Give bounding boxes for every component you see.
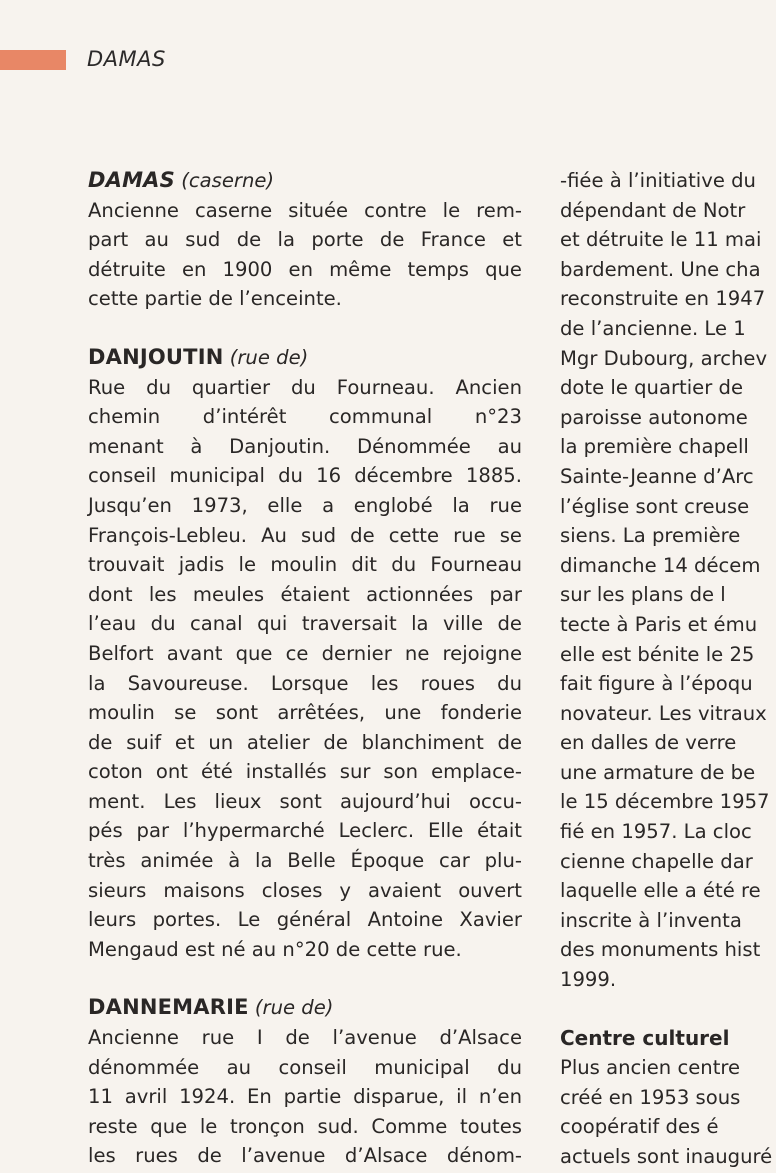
text-line: cette partie de l’enceinte.: [88, 287, 342, 311]
header-accent-bar: [0, 50, 66, 70]
text-line: tecte à Paris et ému: [560, 612, 758, 636]
entry-heading: [88, 993, 522, 1023]
section-subheading: Centre culturel: [560, 1025, 730, 1050]
text-line: part au sud de la porte de France et: [88, 228, 522, 252]
text-line: coopératif des é: [560, 1115, 719, 1139]
text-line: et détruite le 11 mai: [560, 228, 762, 252]
text-line: dépendant de Notr: [560, 198, 746, 222]
text-line: Belfort avant que ce dernier ne rejoigne: [88, 641, 522, 665]
text-line: 1999.: [560, 968, 617, 992]
text-line: dimanche 14 décem: [560, 553, 761, 577]
text-line: novateur. Les vitraux: [560, 701, 767, 725]
entry-headword: DANNEMARIE: [88, 995, 249, 1020]
text-line: de suif et un atelier de blanchiment de: [88, 730, 522, 754]
text-line: actuels sont inauguré: [560, 1145, 773, 1168]
text-line: leurs portes. Le général Antoine Xavier: [88, 908, 522, 932]
text-line: ment. Les lieux sont aujourd’hui occu-: [88, 789, 522, 813]
text-line: le 15 décembre 1957: [560, 790, 770, 814]
text-line: Mgr Dubourg, archev: [560, 346, 768, 370]
text-line: François-Lebleu. Au sud de cette rue se: [88, 523, 522, 547]
text-line: les rues de l’avenue d’Alsace dénom-: [88, 1144, 522, 1168]
text-line: reste que le tronçon sud. Comme toutes: [88, 1114, 522, 1138]
text-line: dénommée au conseil municipal du: [88, 1055, 522, 1079]
text-line: Plus ancien centre: [560, 1056, 741, 1080]
text-line: trouvait jadis le moulin dit du Fourneau: [88, 553, 522, 577]
text-line: bardement. Une cha: [560, 257, 761, 281]
text-line: fié en 1957. La cloc: [560, 820, 752, 844]
text-line: fait figure à l’époqu: [560, 672, 753, 696]
text-line: des monuments hist: [560, 938, 761, 962]
text-line: l’église sont creuse: [560, 494, 750, 518]
text-line: chemin d’intérêt communal n°23: [88, 405, 522, 429]
text-line: 11 avril 1924. En partie disparue, il n’en: [88, 1085, 522, 1109]
entry-qualifier: (caserne): [181, 169, 275, 192]
entry-qualifier: (rue de): [254, 996, 334, 1020]
text-line: Rue du quartier du Fourneau. Ancien: [88, 375, 522, 399]
entry-danjoutin: [88, 343, 522, 964]
entry-qualifier: (rue de): [229, 345, 309, 369]
text-line: elle est bénite le 25: [560, 642, 755, 666]
entry-headword: DAMAS: [88, 168, 175, 192]
entry-dannemarie: [88, 993, 522, 1171]
text-line: dont les meules étaient actionnées par: [88, 582, 522, 606]
text-line: créé en 1953 sous: [560, 1085, 741, 1109]
text-line: Ancienne rue I de l’avenue d’Alsace: [88, 1026, 522, 1050]
running-head: DAMAS: [87, 47, 166, 71]
text-line: paroisse autonome: [560, 405, 748, 429]
text-line: très animée à la Belle Époque car plu-: [88, 849, 522, 873]
text-line: la première chapell: [560, 435, 749, 459]
text-line: sur les plans de l: [560, 583, 726, 607]
text-line: de l’ancienne. Le 1: [560, 316, 746, 340]
text-line: -fiée à l’initiative du: [560, 169, 756, 192]
text-line: pés par l’hypermarché Leclerc. Elle était: [88, 819, 522, 843]
text-line: en dalles de verre: [560, 731, 737, 755]
paragraph-gap: [560, 995, 776, 1024]
text-line: reconstruite en 1947: [560, 287, 766, 311]
left-column: [88, 166, 522, 1171]
text-line: l’eau du canal qui traversait la ville de: [88, 612, 522, 636]
text-line: une armature de be: [560, 760, 756, 784]
text-line: Ancienne caserne située contre le rem-: [88, 198, 522, 222]
entry-heading: [88, 166, 522, 196]
text-line: laquelle elle a été re: [560, 879, 761, 903]
entry-headword: DANJOUTIN: [88, 344, 224, 369]
text-line: Mengaud est né au n°20 de cette rue.: [88, 937, 462, 961]
text-line: coton ont été installés sur son emplace-: [88, 760, 522, 784]
text-line: dote le quartier de: [560, 376, 743, 400]
entry-heading: [88, 343, 522, 373]
text-line: conseil municipal du 16 décembre 1885.: [88, 464, 522, 488]
right-column: [560, 166, 776, 1172]
text-line: Sainte-Jeanne d’Arc: [560, 464, 754, 488]
text-line: détruite en 1900 en même temps que: [88, 257, 522, 281]
text-line: menant à Danjoutin. Dénommée au: [88, 434, 522, 458]
text-line: Jusqu’en 1973, elle a englobé la rue: [88, 493, 522, 517]
text-line: la Savoureuse. Lorsque les roues du: [88, 671, 522, 695]
text-line: sieurs maisons closes y avaient ouvert: [88, 878, 522, 902]
text-line: inscrite à l’inventa: [560, 908, 742, 932]
entry-damas: [88, 166, 522, 314]
text-line: cienne chapelle dar: [560, 849, 753, 873]
text-line: siens. La première: [560, 524, 741, 548]
text-line: moulin se sont arrêtées, une fonderie: [88, 701, 522, 725]
